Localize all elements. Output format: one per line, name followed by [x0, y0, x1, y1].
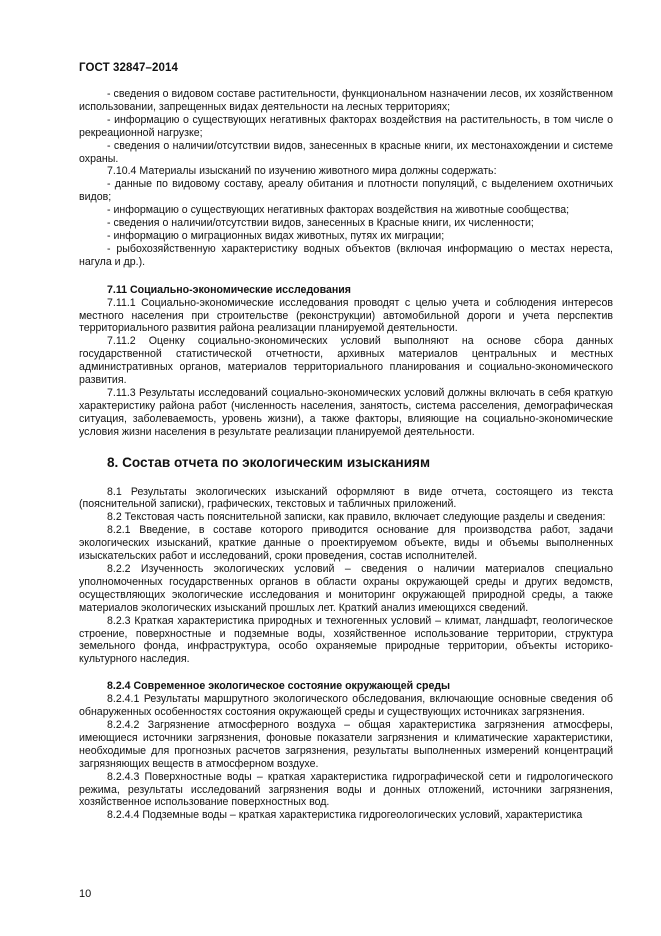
- paragraph: - данные по видовому составу, ареалу обитания и плотности популяций, с выделением охотничьих видов;: [79, 178, 613, 204]
- paragraph: 8.2.4.2 Загрязнение атмосферного воздуха – общая характеристика загрязнения атмосферы, имеющиеся источники загрязнения, фоновые показатели загрязнения и климатические характеристики, необходимые для прогнозных расчетов загрязнения, результаты выполненных измерений концентраций загрязняющих веществ в атмосферном воздухе.: [79, 718, 613, 770]
- paragraph: 7.11.1 Социально-экономические исследования проводят с целью учета и соблюдения интересов местного населения при строительстве (реконструкции) автомобильной дороги и учета перспектив территориального развития района реализации планируемой деятельности.: [79, 296, 613, 335]
- paragraph: - информацию о миграционных видах животных, путях их миграции;: [107, 229, 445, 242]
- paragraph: - сведения о наличии/отсутствии видов, занесенных в Красные книги, их численности;: [107, 217, 534, 230]
- paragraph: 8.2.4.1 Результаты маршрутного экологического обследования, включающие основные сведения об обнаруженных особенностях состояния окружающей среды и существующих источниках загрязнения.: [79, 693, 613, 719]
- paragraph: 8.1 Результаты экологических изысканий оформляют в виде отчета, состоящего из текста (пояснительной записки), графических, текстовых и табличных приложений.: [79, 485, 613, 511]
- subsection-heading: 7.11 Социально-экономические исследования: [107, 283, 351, 296]
- paragraph: 8.2 Текстовая часть пояснительной записки, как правило, включает следующие разделы и сведения:: [107, 511, 606, 524]
- page-body: [79, 88, 613, 822]
- paragraph: - информацию о существующих негативных факторах воздействия на животные сообщества;: [107, 204, 570, 217]
- paragraph: - информацию о существующих негативных факторах воздействия на растительность, в том числе о рекреационной нагрузке;: [79, 113, 613, 139]
- section-heading: 8. Состав отчета по экологическим изысканиям: [107, 454, 431, 470]
- page-number: 10: [79, 888, 92, 900]
- paragraph: 8.2.4.3 Поверхностные воды – краткая характеристика гидрографической сети и гидрологического режима, результаты исследований загрязнения воды и донных отложений, источники загрязнения, хозяйственное использование поверхностных вод.: [79, 770, 613, 809]
- paragraph: 8.2.1 Введение, в составе которого приводится основание для производства работ, задачи экологических изысканий, краткие данные о проектируемом объекте, виды и объемы выполненных изыскательских работ и исследований, сроки проведения, состав исполнителей.: [79, 524, 613, 563]
- paragraph: - сведения о наличии/отсутствии видов, занесенных в красные книги, их местонахождении и системе охраны.: [79, 139, 613, 165]
- paragraph: 8.2.4.4 Подземные воды – краткая характеристика гидрогеологических условий, характеристика: [107, 809, 583, 822]
- paragraph: 7.11.3 Результаты исследований социально-экономических условий должны включать в себя краткую характеристику района работ (численность населения, занятость, система расселения, демографическая ситуация, заболеваемость, уровень жизни), а также факторы, влияющие на социально-экономические условия жизни населения в результате реализации планируемой деятельности.: [79, 386, 613, 438]
- paragraph: 7.10.4 Материалы изысканий по изучению животного мира должны содержать:: [107, 165, 497, 178]
- document-code: ГОСТ 32847–2014: [79, 62, 179, 74]
- paragraph: - сведения о видовом составе растительности, функциональном назначении лесов, их хозяйственном использовании, запрещенных видах деятельности на лесных территориях;: [79, 88, 613, 113]
- paragraph: 8.2.2 Изученность экологических условий – сведения о наличии материалов специально уполномоченных государственных органов в области охраны окружающей среды и других ведомств, осуществляющих экологические исследования и мониторинг окружающей природной среды, а также материалов экологических изысканий прошлых лет. Краткий анализ имеющихся сведений.: [79, 563, 613, 614]
- paragraph: 7.11.2 Оценку социально-экономических условий выполняют на основе сбора данных государственной статистической отчетности, архивных материалов центральных и местных административных органов, материалов территориального планирования и социально-экономического развития.: [79, 335, 613, 387]
- paragraph: 8.2.3 Краткая характеристика природных и техногенных условий – климат, ландшафт, геологическое строение, поверхностные и подземные воды, хозяйственное использование территории, структура земельного фонда, инфраструктура, особо охраняемые природные территории, объекты историко-культурного наследия.: [79, 614, 613, 666]
- paragraph: - рыбохозяйственную характеристику водных объектов (включая информацию о местах нереста, нагула и др.).: [79, 242, 613, 268]
- subsection-heading: 8.2.4 Современное экологическое состояние окружающей среды: [107, 680, 451, 693]
